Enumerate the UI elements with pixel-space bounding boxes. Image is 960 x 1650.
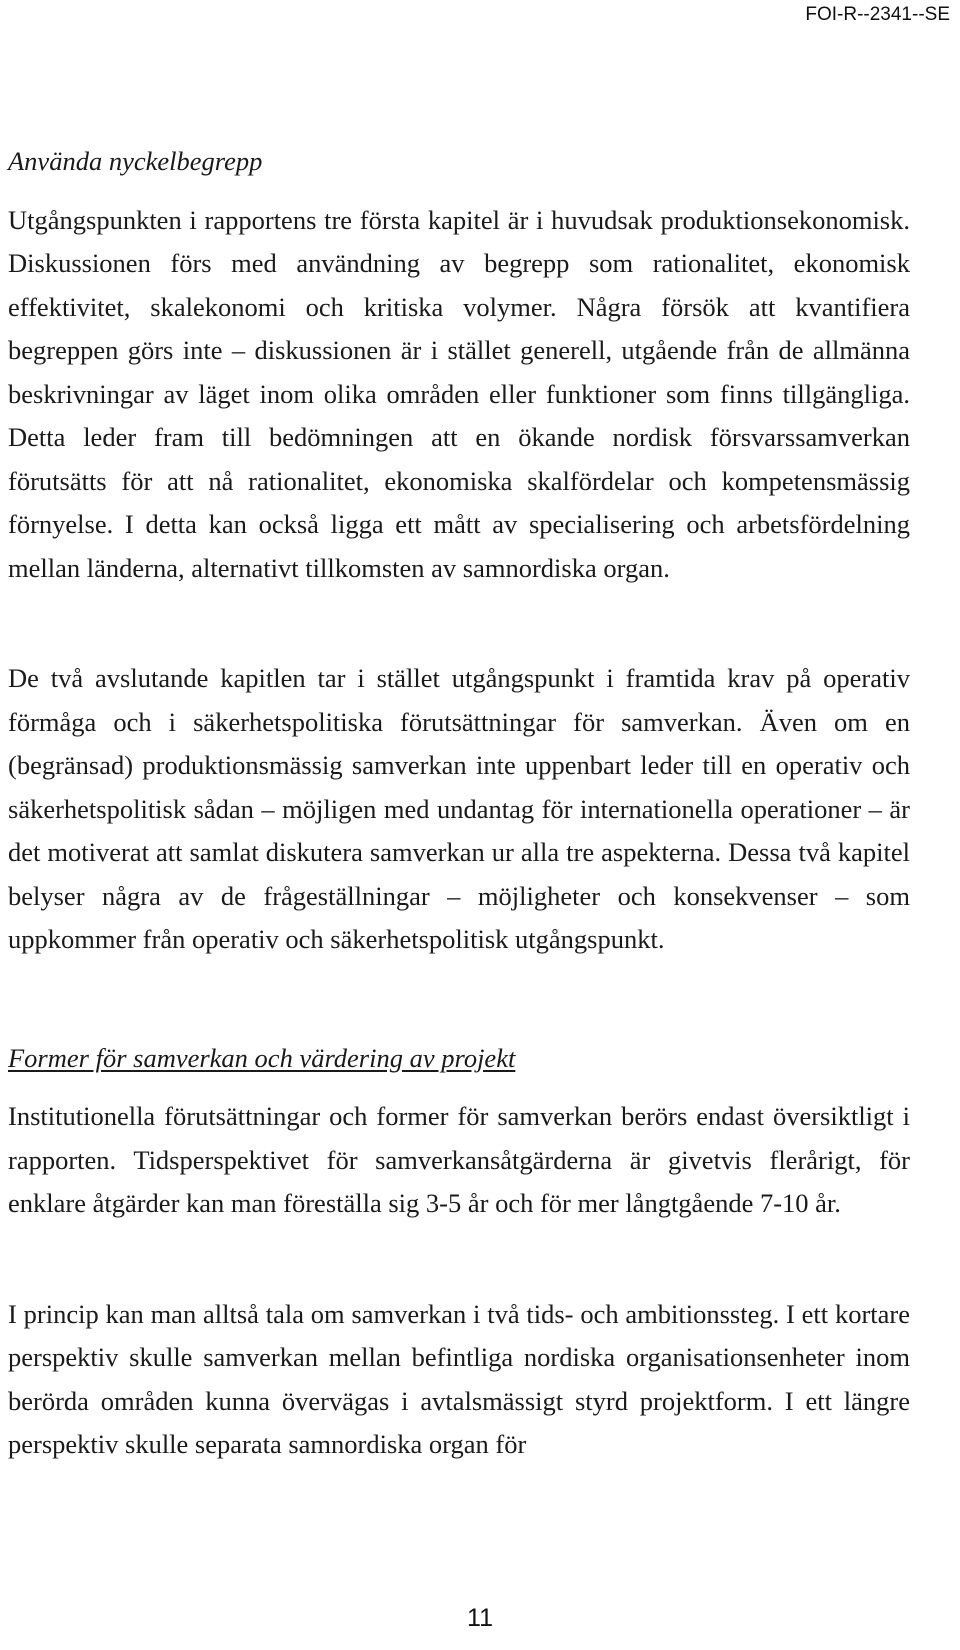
page-number: 11	[467, 1604, 493, 1632]
section-heading-cooperation-forms: Former för samverkan och värdering av projekt	[8, 1042, 516, 1073]
section-heading-key-concepts: Använda nyckelbegrepp	[8, 146, 263, 176]
paragraph-institutional-conditions: Institutionella förutsättningar och former för samverkan berörs endast översiktligt i rapporten. Tidsperspektivet för samverkansåtgärderna är givetvis flerårigt, för enklare åtgärder kan man föreställa sig 3-5 år och för mer långtgående 7-10 år.	[8, 1101, 910, 1218]
paragraph-operational-capability: De två avslutande kapitlen tar i stället utgångspunkt i framtida krav på operativ förmåga och i säkerhetspolitiska förutsättningar för samverkan. Även om en (begränsad) produktionsmässig samverkan inte uppenbart leder till en operativ och säkerhetspolitisk sådan – möjligen med undantag för internationella operationer – är det motiverat att samlat diskutera samverkan ur alla tre aspekterna. Dessa två kapitel belyser några av de frågeställningar – möjligheter och konsekvenser – som uppkommer från operativ och säkerhetspolitisk utgångspunkt.	[8, 663, 910, 954]
document-body	[8, 140, 910, 1467]
paragraph-production-economics: Utgångspunkten i rapportens tre första kapitel är i huvudsak produktionsekonomisk. Diskussionen förs med användning av begrepp som rationalitet, ekonomisk effektivitet, skalekonomi och kritiska volymer. Några försök att kvantifiera begreppen görs inte – diskussionen är i stället generell, utgående från de allmänna beskrivningar av läget inom olika områden eller funktioner som finns tillgängliga. Detta leder fram till bedömningen att en ökande nordisk försvarssamverkan förutsätts för att nå rationalitet, ekonomiska skalfördelar och kompetensmässig förnyelse. I detta kan också ligga ett mått av specialisering och arbetsfördelning mellan länderna, alternativt tillkomsten av samnordiska organ.	[8, 204, 910, 583]
document-id: FOI-R--2341--SE	[805, 4, 950, 25]
paragraph-two-step-cooperation: I princip kan man alltså tala om samverkan i två tids- och ambitionssteg. I ett kortare perspektiv skulle samverkan mellan befintliga nordiska organisationsenheter inom berörda områden kunna övervägas i avtalsmässigt styrd projektform. I ett längre perspektiv skulle separata samnordiska organ för	[8, 1298, 910, 1459]
